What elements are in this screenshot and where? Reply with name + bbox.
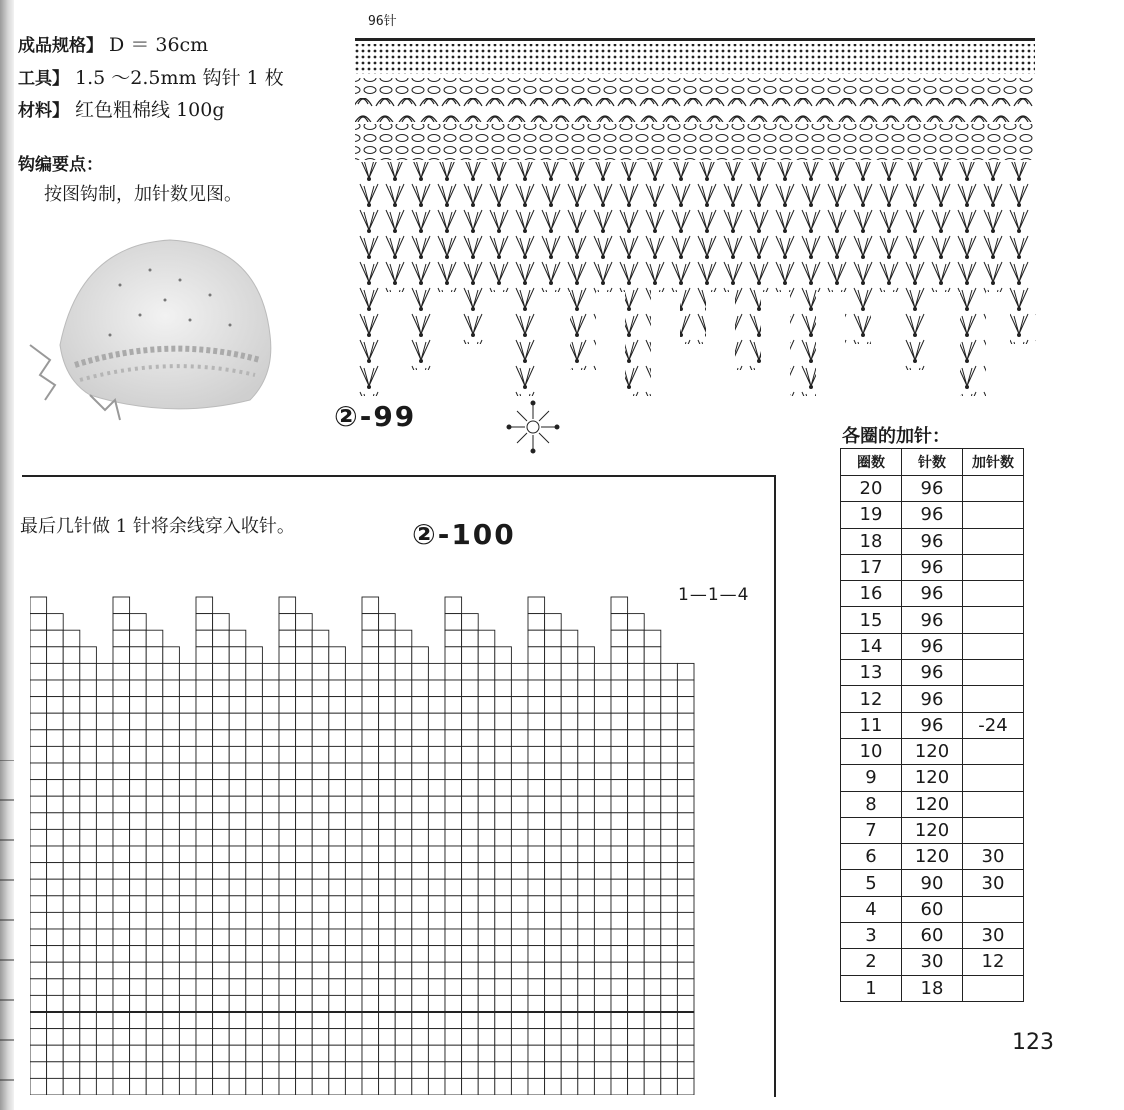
table-row [841, 923, 1024, 949]
hat-photo [20, 225, 300, 425]
increase-cell: 30 [963, 923, 1024, 949]
stitch-cell: 90 [902, 870, 963, 896]
spec-tool [18, 63, 284, 90]
gutter-edge-lines [0, 760, 14, 1090]
round-cell: 17 [841, 554, 902, 580]
table-row [841, 633, 1024, 659]
round-cell: 2 [841, 949, 902, 975]
round-cell: 14 [841, 633, 902, 659]
table-row [841, 765, 1024, 791]
stitch-cell: 96 [902, 633, 963, 659]
round-cell: 19 [841, 502, 902, 528]
table-row [841, 607, 1024, 633]
header-stitches: 针数 [902, 449, 963, 476]
increase-cell [963, 581, 1024, 607]
table-row [841, 844, 1024, 870]
table-row [841, 896, 1024, 922]
table-row [841, 738, 1024, 764]
table-row [841, 817, 1024, 843]
round-cell: 9 [841, 765, 902, 791]
increase-cell [963, 607, 1024, 633]
round-cell: 20 [841, 476, 902, 502]
increase-cell [963, 765, 1024, 791]
increase-cell [963, 791, 1024, 817]
table-row [841, 686, 1024, 712]
round-cell: 8 [841, 791, 902, 817]
round-cell: 1 [841, 975, 902, 1001]
round-cell: 12 [841, 686, 902, 712]
increase-cell [963, 476, 1024, 502]
increase-cell: 12 [963, 949, 1024, 975]
stitch-cell: 96 [902, 476, 963, 502]
spec-tool-label: 工具】 [18, 69, 69, 89]
table-row [841, 791, 1024, 817]
stitch-cell: 96 [902, 660, 963, 686]
stitch-cell: 96 [902, 712, 963, 738]
increase-cell: 30 [963, 844, 1024, 870]
stitch-cell: 120 [902, 765, 963, 791]
increase-cell: -24 [963, 712, 1024, 738]
stitch-cell: 18 [902, 975, 963, 1001]
stitch-cell: 96 [902, 528, 963, 554]
round-cell: 4 [841, 896, 902, 922]
stitch-cell: 120 [902, 738, 963, 764]
table-row [841, 554, 1024, 580]
round-cell: 5 [841, 870, 902, 896]
stitch-cell: 120 [902, 791, 963, 817]
spec-material [18, 95, 225, 122]
header-increase: 加针数 [963, 449, 1024, 476]
stitch-cell: 120 [902, 817, 963, 843]
stitch-cell: 60 [902, 896, 963, 922]
increase-table [840, 448, 1024, 1002]
table-row [841, 660, 1024, 686]
crochet-chart-99 [330, 0, 1050, 470]
header-rounds: 圈数 [841, 449, 902, 476]
knitting-grid-chart [30, 575, 710, 1095]
diagram-99-label: ②-99 [334, 400, 417, 433]
stitch-cell: 96 [902, 686, 963, 712]
round-cell: 13 [841, 660, 902, 686]
increase-cell [963, 896, 1024, 922]
key-points-text: 按图钩制，加针数见图。 [44, 184, 242, 205]
table-row [841, 975, 1024, 1001]
round-cell: 10 [841, 738, 902, 764]
decrease-rule-label: 1—1—4 [678, 585, 750, 605]
increase-cell [963, 528, 1024, 554]
finishing-note: 最后几针做 1 针将余线穿入收针。 [20, 516, 295, 537]
round-cell: 7 [841, 817, 902, 843]
increase-cell [963, 660, 1024, 686]
increase-cell [963, 633, 1024, 659]
stitch-cell: 120 [902, 844, 963, 870]
spec-material-label: 材料】 [18, 101, 69, 121]
diagram-100-label: ②-100 [412, 518, 516, 551]
spec-size [18, 30, 208, 57]
increase-cell: 30 [963, 870, 1024, 896]
table-row [841, 949, 1024, 975]
round-cell: 6 [841, 844, 902, 870]
increase-table-title: 各圈的加针： [842, 426, 950, 447]
spec-size-label: 成品规格】 [18, 36, 103, 56]
table-row [841, 476, 1024, 502]
increase-cell [963, 502, 1024, 528]
table-row [841, 712, 1024, 738]
increase-cell [963, 554, 1024, 580]
spec-material-value: 红色粗棉线 100g [75, 99, 225, 121]
page-number: 123 [1012, 1030, 1054, 1055]
spec-tool-value: 1.5 ～2.5mm 钩针 1 枚 [75, 67, 284, 89]
table-header-row [841, 449, 1024, 476]
round-cell: 15 [841, 607, 902, 633]
stitch-cell: 30 [902, 949, 963, 975]
table-row [841, 581, 1024, 607]
stitch-cell: 96 [902, 554, 963, 580]
round-cell: 16 [841, 581, 902, 607]
stitch-cell: 96 [902, 581, 963, 607]
stitch-cell: 60 [902, 923, 963, 949]
increase-cell [963, 686, 1024, 712]
stitch-cell: 96 [902, 607, 963, 633]
stitch-count-label: 96针 [368, 14, 397, 29]
round-cell: 11 [841, 712, 902, 738]
spec-size-value: D ＝ 36cm [109, 34, 209, 56]
round-cell: 3 [841, 923, 902, 949]
stitch-cell: 96 [902, 502, 963, 528]
increase-cell [963, 817, 1024, 843]
increase-cell [963, 738, 1024, 764]
increase-cell [963, 975, 1024, 1001]
table-row [841, 528, 1024, 554]
table-row [841, 870, 1024, 896]
key-points-title: 钩编要点： [18, 155, 103, 175]
table-row [841, 502, 1024, 528]
round-cell: 18 [841, 528, 902, 554]
